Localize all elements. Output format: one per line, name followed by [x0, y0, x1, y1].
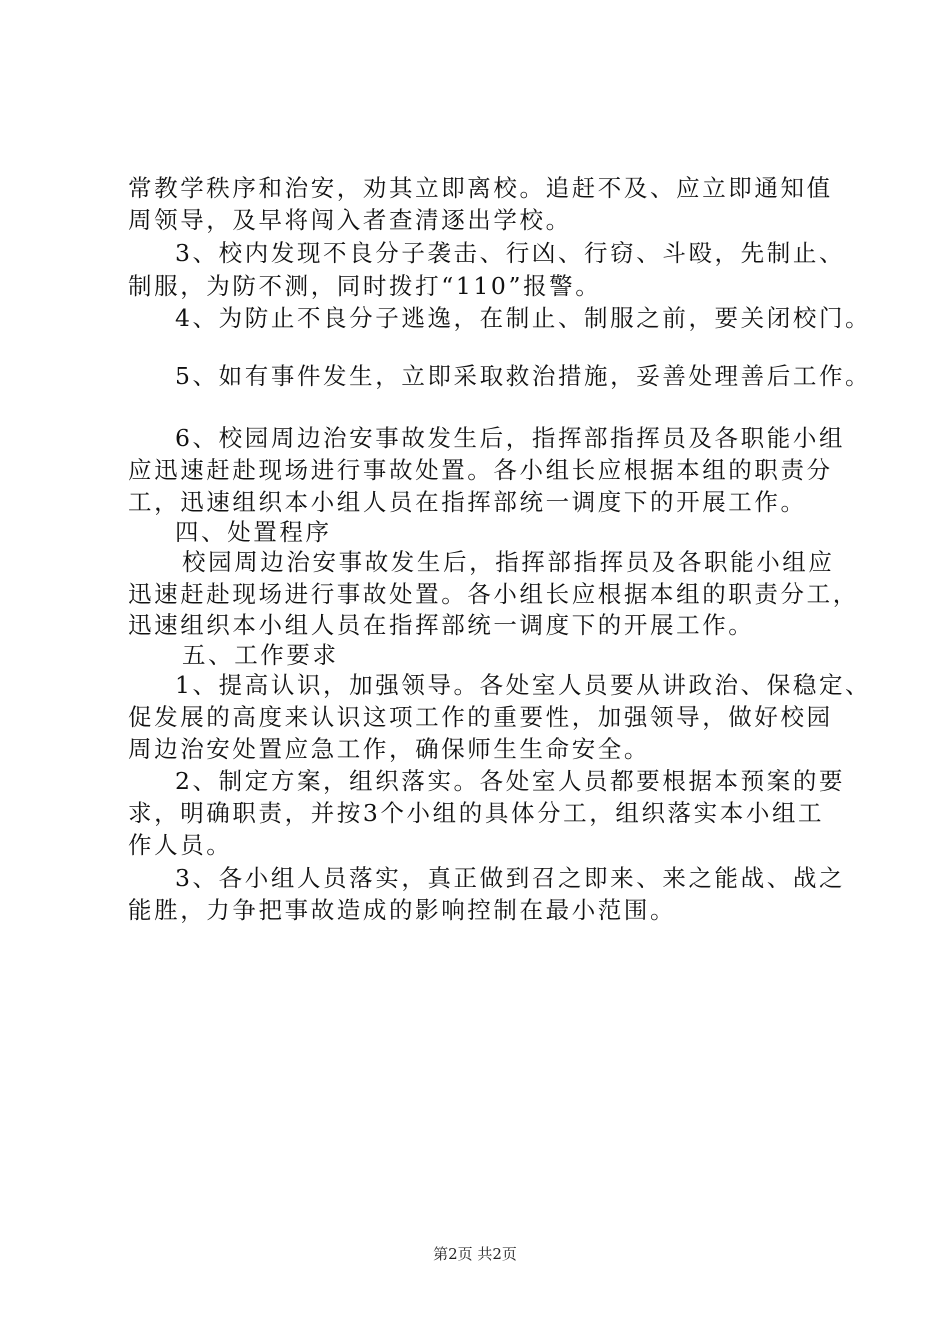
text-line: 2、制定方案，组织落实。各处室人员都要根据本预案的要: [175, 767, 846, 795]
text-line: 促发展的高度来认识这项工作的重要性，加强领导，做好校园: [128, 703, 833, 731]
text-line: 周边治安处置应急工作，确保师生生命安全。: [128, 735, 650, 763]
text-line: 求，明确职责，并按3个小组的具体分工，组织落实本小组工: [128, 799, 825, 827]
text-line: 周领导，及早将闯入者查清逐出学校。: [128, 206, 572, 234]
text-line: 能胜，力争把事故造成的影响控制在最小范围。: [128, 896, 677, 924]
text-line: 3、各小组人员落实，真正做到召之即来、来之能战、战之: [175, 864, 846, 892]
text-line: 迅速组织本小组人员在指挥部统一调度下的开展工作。: [128, 611, 755, 639]
text-line: 工，迅速组织本小组人员在指挥部统一调度下的开展工作。: [128, 488, 807, 516]
text-line: 作人员。: [128, 831, 233, 859]
text-line: 制服，为防不测，同时拨打“110”报警。: [128, 272, 602, 300]
text-line: 1、提高认识，加强领导。各处室人员要从讲政治、保稳定、: [175, 671, 872, 699]
page-number-footer: 第2页 共2页: [433, 1245, 517, 1263]
text-line: 5、如有事件发生，立即采取救治措施，妥善处理善后工作。: [175, 362, 872, 390]
text-line: 校园周边治安事故发生后，指挥部指挥员及各职能小组应: [182, 548, 835, 576]
text-line: 应迅速赶赴现场进行事故处置。各小组长应根据本组的职责分: [128, 456, 833, 484]
text-line: 常教学秩序和治安，劝其立即离校。追赶不及、应立即通知值: [128, 174, 833, 202]
section-heading: 五、工作要求: [182, 641, 339, 669]
text-line: 迅速赶赴现场进行事故处置。各小组长应根据本组的职责分工，: [128, 580, 859, 608]
text-line: 6、校园周边治安事故发生后，指挥部指挥员及各职能小组: [175, 424, 846, 452]
section-heading: 四、处置程序: [175, 518, 332, 546]
text-line: 3、校内发现不良分子袭击、行凶、行窃、斗殴，先制止、: [175, 239, 846, 267]
text-line: 4、为防止不良分子逃逸，在制止、制服之前，要关闭校门。: [175, 304, 872, 332]
